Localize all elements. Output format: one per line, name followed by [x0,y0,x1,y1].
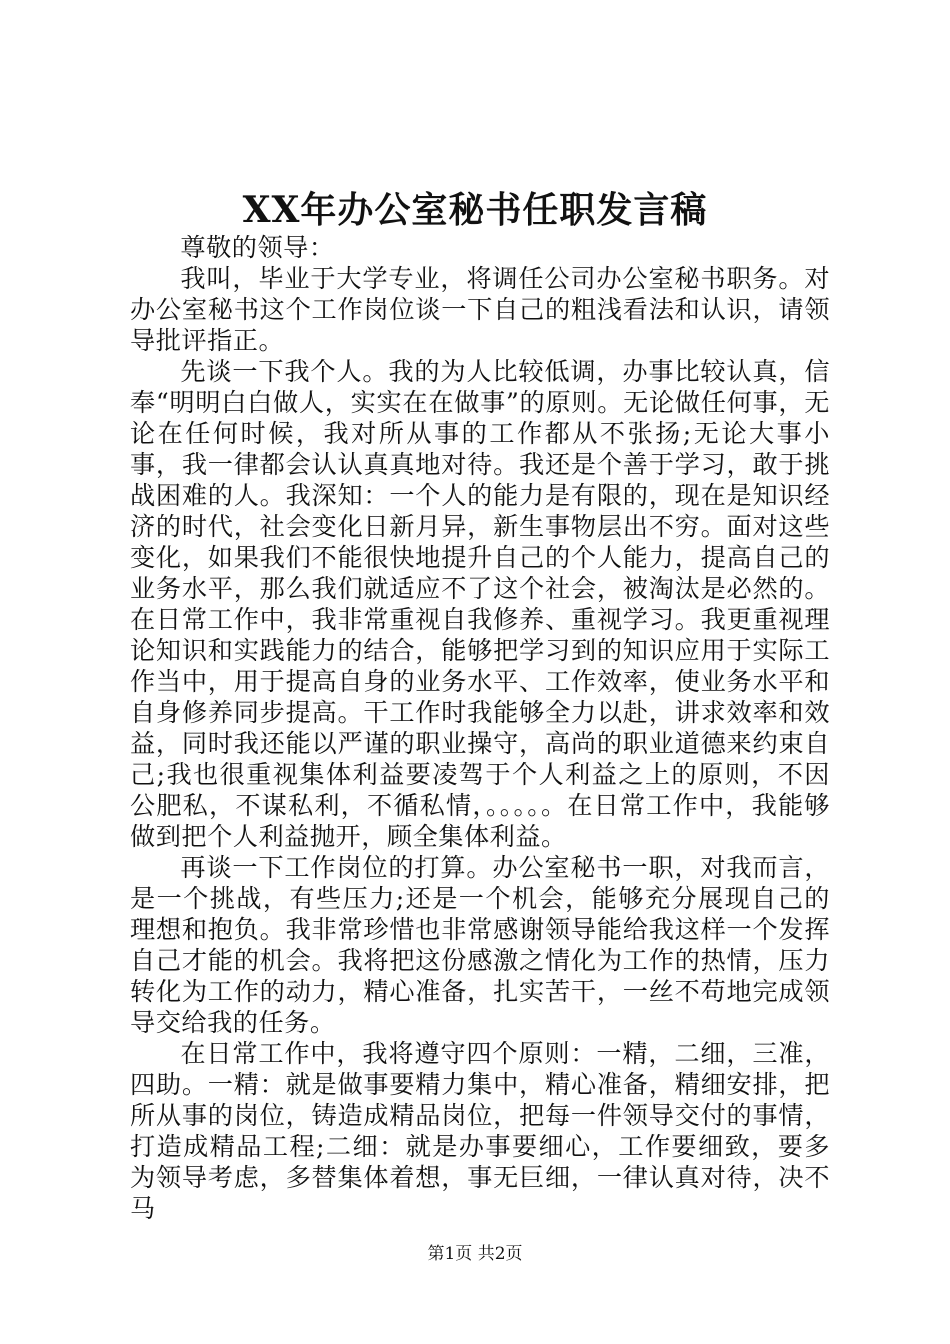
document-title: XX年办公室秘书任职发言稿 [242,189,708,231]
paragraph-personal: 先谈一下我个人。我的为人比较低调，办事比较认真，信奉“明明白白做人，实实在在做事”的原则。无论做任何事，无论在任何时候，我对所从事的工作都从不张扬;无论大事小事，我一律都会认认真真地对待。我还是个善于学习，敢于挑战困难的人。我深知：一个人的能力是有限的，现在是知识经济的时代，社会变化日新月异，新生事物层出不穷。面对这些变化，如果我们不能很快地提升自己的个人能力，提高自己的业务水平，那么我们就适应不了这个社会，被淘汰是必然的。在日常工作中，我非常重视自我修养、重视学习。我更重视理论知识和实践能力的结合，能够把学习到的知识应用于实际工作当中，用于提高自身的业务水平、工作效率，使业务水平和自身修养同步提高。干工作时我能够全力以赴，讲求效率和效益，同时我还能以严谨的职业操守，高尚的职业道德来约束自己;我也很重视集体利益要凌驾于个人利益之上的原则，不因公肥私，不谋私利，不循私情，。。。。。在日常工作中，我能够做到把个人利益抛开，顾全集体利益。 [130,357,830,851]
paragraph-plan: 再谈一下工作岗位的打算。办公室秘书一职，对我而言，是一个挑战，有些压力;还是一个机会，能够充分展现自己的理想和抱负。我非常珍惜也非常感谢领导能给我这样一个发挥自己才能的机会。我将把这份感激之情化为工作的热情，压力转化为工作的动力，精心准备，扎实苦干，一丝不苟地完成领导交给我的任务。 [130,853,830,1037]
paragraph-intro: 我叫，毕业于大学专业，将调任公司办公室秘书职务。对办公室秘书这个工作岗位谈一下自己的粗浅看法和认识，请领导批评指正。 [130,264,830,355]
salutation: 尊敬的领导： [180,233,335,262]
page-footer: 第1页 共2页 [427,1244,523,1264]
document-body [130,232,830,1224]
paragraph-principles: 在日常工作中，我将遵守四个原则：一精，二细，三准，四助。一精：就是做事要精力集中，精心准备，精细安排，把所从事的岗位，铸造成精品岗位，把每一件领导交付的事情，打造成精品工程;二细：就是办事要细心，工作要细致，要多为领导考虑，多替集体着想，事无巨细，一律认真对待，决不马 [130,1039,830,1223]
